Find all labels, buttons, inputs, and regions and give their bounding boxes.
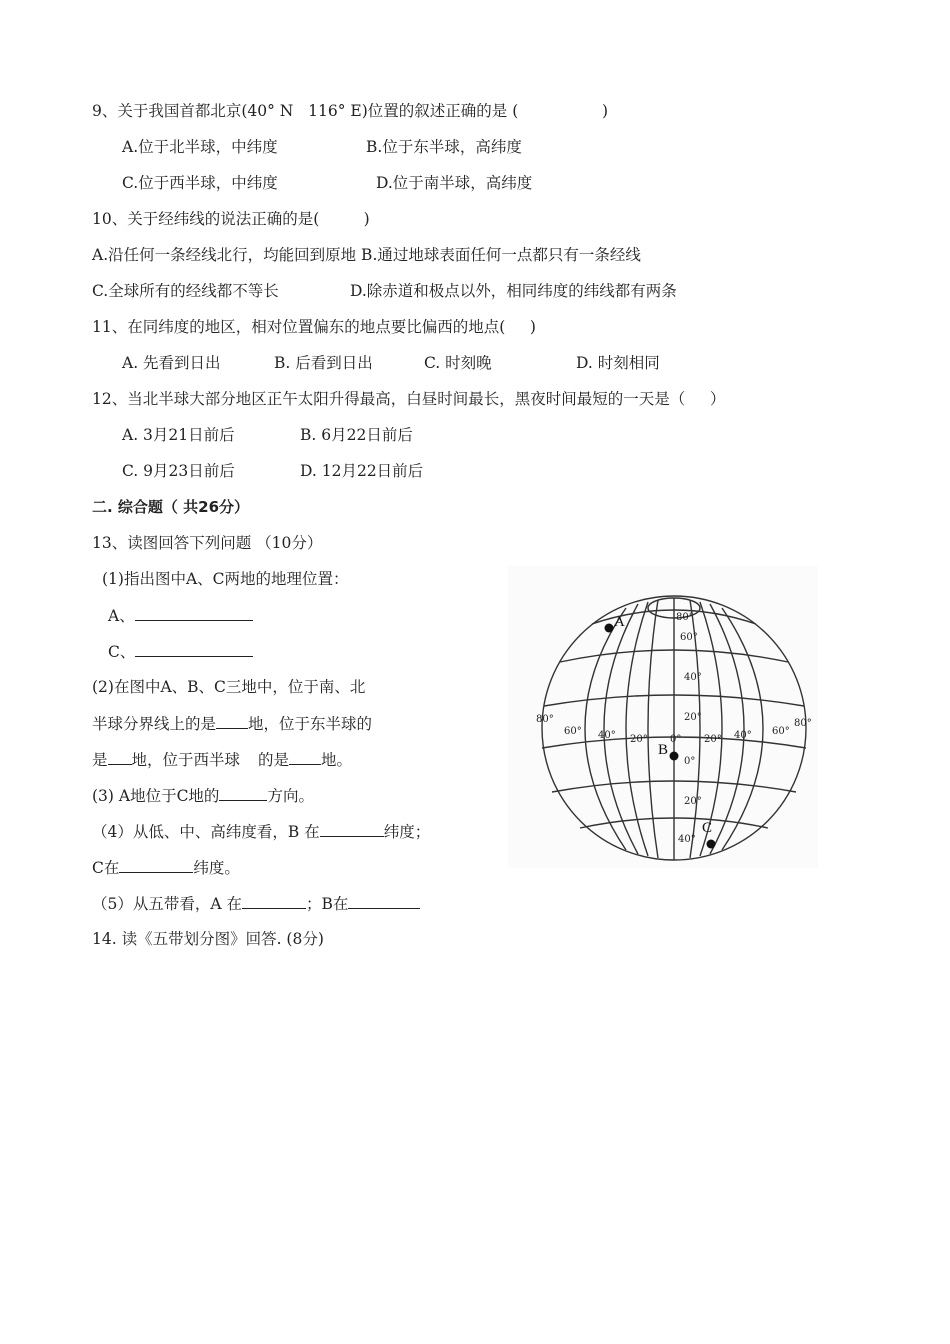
q10-option-d: D.除赤道和极点以外，相同纬度的纬线都有两条 [350,282,677,300]
lon-label: 20° [704,734,722,745]
q11-option-d: D. 时刻相同 [576,354,660,372]
q12-option-c: C. 9月23日前后 [122,462,235,480]
q13-part4-text: C在 [92,859,120,877]
lon-label: 60° [772,726,790,737]
q13-part5-text: （5）从五带看，A 在 [92,895,242,913]
q11-option-b: B. 后看到日出 [274,354,373,372]
lon-label: 40° [734,730,752,741]
answer-blank[interactable] [108,749,132,765]
lon-label: 40° [598,730,616,741]
q13-part1-c-label: C、 [108,643,136,661]
q13-part5 [92,893,420,914]
q13-part2-line1: (2)在图中A、B、C三地中，位于南、北 [92,678,366,696]
lat-label: 0° [684,756,696,767]
q13-part1-a-row [108,605,253,626]
q9-stem: 9、关于我国首都北京(40° N 116° E)位置的叙述正确的是 ( ) [92,102,609,120]
q13-part3 [92,785,314,806]
answer-blank[interactable] [216,713,248,729]
q11-option-a: A. 先看到日出 [122,354,221,372]
lon-label: 80° [794,718,812,729]
figure-background [508,566,818,868]
q13-part1-c-row [108,641,253,662]
q11-stem: 11、在同纬度的地区，相对位置偏东的地点要比偏西的地点( ) [92,318,536,336]
q13-part3-text: 方向。 [267,787,314,805]
q13-part1: (1)指出图中A、C两地的地理位置： [102,570,349,588]
point-c-marker [707,840,716,849]
q13-part4-line1 [92,821,430,842]
q9-option-b: B.位于东半球，高纬度 [366,138,522,156]
q12-option-d: D. 12月22日前后 [300,462,424,480]
answer-blank[interactable] [135,605,253,621]
q13-part2-text: 地，位于西半球 [131,751,241,769]
q13-part1-a-label: A、 [108,607,135,625]
q13-part4-text: 纬度； [383,823,431,841]
q12-stem: 12、当北半球大部分地区正午太阳升得最高，白昼时间最长，黑夜时间最短的一天是（ ） [92,390,726,408]
q9-option-c: C.位于西半球，中纬度 [122,174,278,192]
q10-stem: 10、关于经纬线的说法正确的是( ) [92,210,370,228]
point-a-marker [605,624,614,633]
point-a-label: A [614,614,625,630]
q13-part2-line2 [92,713,372,734]
q13-part4-text: 纬度。 [193,859,240,877]
lon-label: 80° [536,714,554,725]
answer-blank[interactable] [219,785,267,801]
lat-label: 40° [684,672,702,683]
point-c-label: C [702,820,713,836]
q13-part2-text: 地。 [321,751,353,769]
q14-stem: 14. 读《五带划分图》回答. (8分) [92,930,324,948]
answer-blank[interactable] [135,641,253,657]
lat-label: 60° [680,632,698,643]
q10-option-c: C.全球所有的经线都不等长 [92,282,279,300]
answer-blank[interactable] [320,821,384,837]
answer-blank[interactable] [242,893,306,909]
q13-part4-text: （4）从低、中、高纬度看，B 在 [92,823,320,841]
q12-option-a: A. 3月21日前后 [122,426,235,444]
lon-label: 20° [630,734,648,745]
lat-label: 80° [676,612,694,623]
q12-option-b: B. 6月22日前后 [300,426,413,444]
lat-label: 40° [678,834,696,845]
answer-blank[interactable] [289,749,321,765]
q11-option-c: C. 时刻晚 [424,354,492,372]
q9-option-d: D.位于南半球，高纬度 [376,174,533,192]
lat-label: 20° [684,796,702,807]
lon-label: 0° [670,734,682,745]
q13-part4-line2 [92,857,240,878]
answer-blank[interactable] [119,857,193,873]
q13-part2-text: 的是 [258,751,290,769]
q10-options-ab: A.沿任何一条经线北行，均能回到原地 B.通过地球表面任何一点都只有一条经线 [92,246,641,264]
q13-part2-text: 地，位于东半球的 [248,715,373,733]
point-b-marker [670,752,679,761]
lon-label: 60° [564,726,582,737]
point-b-label: B [658,742,669,758]
q13-part5-text: ；B在 [305,895,349,913]
lat-label: 20° [684,712,702,723]
q9-option-a: A.位于北半球，中纬度 [122,138,278,156]
q13-part2-line3 [92,749,352,770]
q13-part2-text: 半球分界线上的是 [92,715,217,733]
answer-blank[interactable] [348,893,420,909]
q13-stem: 13、读图回答下列问题 （10分） [92,534,323,552]
q13-part2-text: 是 [92,751,108,769]
q13-part3-text: (3) A地位于C地的 [92,787,220,805]
section-title: 二. 综合题（ 共26分） [92,498,250,516]
globe-diagram [508,566,818,868]
